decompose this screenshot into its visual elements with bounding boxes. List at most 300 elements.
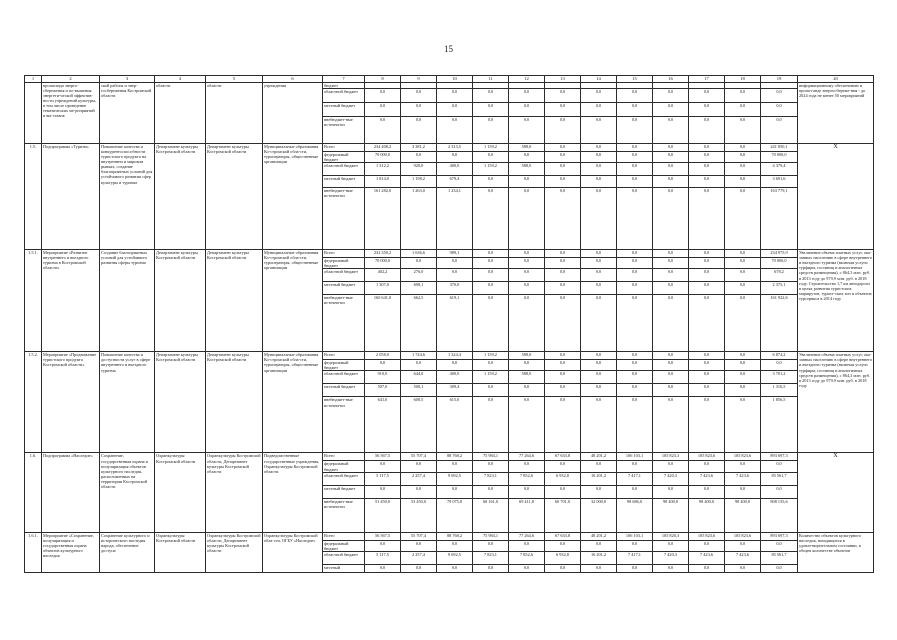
budget-value: 0,0 — [761, 461, 798, 472]
budget-value: 0,0 — [761, 564, 798, 572]
budget-value: 0,0 — [761, 360, 798, 371]
cell-c5: Охранкультуры Костромской области, Департамент культуры Костромской области — [206, 453, 263, 532]
cell-c6: Охранкультуры Костромской обла-сти, ОГБУ «Наследие» — [263, 532, 323, 572]
budget-value: 0,0 — [473, 564, 509, 572]
budget-value: 0,0 — [689, 461, 725, 472]
budget-value: 0,0 — [473, 384, 509, 397]
budget-value: 910,0 — [365, 371, 401, 384]
budget-value: 0,0 — [473, 250, 509, 258]
budget-value: 0,0 — [545, 461, 581, 472]
budget-value: 0,0 — [473, 540, 509, 551]
budget-value: 309,4 — [437, 384, 473, 397]
budget-value: 0,0 — [689, 258, 725, 269]
budget-value: 0,0 — [545, 540, 581, 551]
budget-value: 0,0 — [509, 250, 545, 258]
cell-c3: Повышение качества и конкурентоспособности туристского продукта на внутреннем и мировом рынках, создание благоприятных условий для устойчивого развития сфер культуры и туризма — [100, 144, 155, 250]
budget-value: 105 823,6 — [725, 453, 761, 461]
budget-value: 5 117,5 — [365, 472, 401, 485]
budget-value: 0,0 — [545, 89, 581, 103]
budget-value: 0,0 — [653, 269, 689, 282]
funding-source: областной бюджет — [323, 472, 365, 485]
budget-value: 75 984,1 — [473, 453, 509, 461]
budget-value: 0,0 — [509, 485, 545, 498]
budget-value: 105 823,6 — [689, 532, 725, 540]
budget-value: 588,0 — [509, 163, 545, 176]
budget-value: 0,0 — [401, 485, 437, 498]
budget-value: 662,5 — [401, 295, 437, 352]
cell-c3: Сохранение, государственная охрана и популяризация объектов культурного наследия, расположенных на территории Костромской области — [100, 453, 155, 532]
budget-value: 48 201,2 — [581, 453, 617, 461]
budget-value: 0,0 — [617, 103, 653, 117]
cell-c6: Муниципальные образования Ко-стромской обла-сти, туроператоры, общественные организации — [263, 144, 323, 250]
budget-value: 70 000,0 — [761, 258, 798, 269]
budget-value: 0,0 — [689, 564, 725, 572]
budget-value: 0,0 — [581, 250, 617, 258]
column-number: 1 — [25, 76, 42, 83]
budget-value: 0,0 — [617, 384, 653, 397]
budget-value: 2 375,1 — [761, 282, 798, 295]
budget-value: 85 561,7 — [761, 551, 798, 564]
budget-value: 161 922,6 — [761, 295, 798, 352]
column-number: 20 — [798, 76, 874, 83]
budget-value: 0,0 — [509, 461, 545, 472]
cell-c1: 1.5.2. — [25, 352, 42, 453]
budget-value: 893 697,3 — [761, 532, 798, 540]
funding-source: областной бюджет — [323, 89, 365, 103]
budget-value: 0,0 — [617, 176, 653, 188]
budget-value: 0,0 — [545, 103, 581, 117]
cell-c1: 1.6.1. — [25, 532, 42, 572]
funding-source: местный бюджет — [323, 485, 365, 498]
column-number: 10 — [437, 76, 473, 83]
budget-value: 1 324,4 — [437, 352, 473, 360]
budget-value: 0,0 — [617, 371, 653, 384]
budget-value: 0,0 — [509, 384, 545, 397]
budget-value: 808 135,6 — [761, 498, 798, 532]
cell-c2: Подпрограмма «Наследие» — [42, 453, 100, 532]
budget-value: 0,0 — [725, 188, 761, 250]
budget-value: 55 707,4 — [401, 532, 437, 540]
budget-value: 0,0 — [725, 371, 761, 384]
budget-value: 0,0 — [365, 564, 401, 572]
budget-value: 644,0 — [401, 371, 437, 384]
cell-c6: Подведомственные государственные учреждения, Охранкультуры Костромской области — [263, 453, 323, 532]
budget-value: 77 264,6 — [509, 532, 545, 540]
budget-value: 0,0 — [365, 89, 401, 103]
funding-source: внебюджет-ные источни-ки — [323, 498, 365, 532]
budget-value: 400,0 — [437, 371, 473, 384]
budget-value: 0,0 — [545, 250, 581, 258]
budget-value: 0,0 — [437, 269, 473, 282]
budget-value: 0,0 — [473, 117, 509, 144]
budget-value: 0,0 — [653, 540, 689, 551]
budget-value: 0,0 — [545, 269, 581, 282]
budget-value: 0,0 — [545, 295, 581, 352]
budget-value: 0,0 — [545, 152, 581, 163]
budget-value: 0,0 — [617, 397, 653, 453]
budget-value: 0,0 — [725, 384, 761, 397]
budget-value: 0,0 — [725, 282, 761, 295]
budget-value: 98 400,0 — [689, 498, 725, 532]
budget-value: 0,0 — [725, 144, 761, 152]
budget-value: 234 975,9 — [761, 250, 798, 258]
column-number: 12 — [509, 76, 545, 83]
budget-value: 500,1 — [401, 384, 437, 397]
budget-value: 0,0 — [365, 117, 401, 144]
budget-value: 0,0 — [401, 89, 437, 103]
budget-value: 0,0 — [581, 117, 617, 144]
budget-value: 0,0 — [617, 188, 653, 250]
budget-value: 0,0 — [509, 258, 545, 269]
budget-value: 588,0 — [509, 144, 545, 152]
column-number: 15 — [617, 76, 653, 83]
budget-value: 0,0 — [509, 564, 545, 572]
budget-value: 619,1 — [437, 295, 473, 352]
budget-value: 0,0 — [617, 117, 653, 144]
table-row — [25, 453, 874, 461]
budget-value: 0,0 — [401, 258, 437, 269]
budget-value: 0,0 — [653, 250, 689, 258]
budget-value: 67 633,8 — [545, 453, 581, 461]
budget-value: 0,0 — [473, 295, 509, 352]
table-row — [25, 250, 874, 258]
budget-value: 0,0 — [653, 384, 689, 397]
budget-value: 0,0 — [653, 152, 689, 163]
budget-value: 9 692,5 — [437, 551, 473, 564]
budget-value: 276,0 — [401, 269, 437, 282]
budget-value: 51 450,0 — [365, 498, 401, 532]
budget-value: 0,0 — [545, 188, 581, 250]
budget-value: 0,0 — [581, 269, 617, 282]
budget-value: 0,0 — [617, 152, 653, 163]
budget-value: 0,0 — [545, 258, 581, 269]
column-number: 6 — [263, 76, 323, 83]
budget-value: 75 984,1 — [473, 532, 509, 540]
budget-value: 1 234,1 — [437, 188, 473, 250]
cell-c2: Мероприятие «Продвижение туристского продукта Костромской области» — [42, 352, 100, 453]
budget-value: 0,0 — [653, 360, 689, 371]
funding-source: федеральный бюджет — [323, 360, 365, 371]
cell-c5: Охранкультуры Костромской области, Департамент культуры Костромской области — [206, 532, 263, 572]
budget-value: 77 264,6 — [509, 453, 545, 461]
budget-value: 2 313,5 — [437, 144, 473, 152]
cell-c1: 1.6. — [25, 453, 42, 532]
funding-source: областной бюджет — [323, 371, 365, 384]
column-number: 4 — [155, 76, 206, 83]
result-description: информационному обеспечению и пропа-ганде энергосбереже-ния - до 2024 года не менее 50 мероприятий — [798, 83, 874, 144]
budget-value: 2 058,0 — [365, 352, 401, 360]
funding-source: местный бюджет — [323, 282, 365, 295]
budget-value: 106 103,1 — [617, 532, 653, 540]
budget-value: 0,0 — [545, 360, 581, 371]
cell-c3: Повышение качества и доступности услуг в сфере внутреннего и въездного туризма — [100, 352, 155, 453]
budget-value: 0,0 — [401, 117, 437, 144]
budget-value: 893 697,3 — [761, 453, 798, 461]
budget-value: 0,0 — [725, 250, 761, 258]
budget-value: 0,0 — [581, 295, 617, 352]
column-number: 18 — [725, 76, 761, 83]
budget-value: 370,0 — [437, 282, 473, 295]
budget-value: 0,0 — [689, 282, 725, 295]
budget-value: 0,0 — [473, 485, 509, 498]
budget-value: 1 856,5 — [761, 397, 798, 453]
budget-value: 1 636,6 — [401, 250, 437, 258]
budget-value: 0,0 — [581, 461, 617, 472]
budget-value: 0,0 — [545, 485, 581, 498]
cell-c3: Сохранение культурного и исторического наследия народа, обеспечение доступа — [100, 532, 155, 572]
cell-c2: Мероприятие «Развитие внутреннего и въездного туризма в Костромской области» — [42, 250, 100, 352]
funding-source: внебюджет-ные источни-ки — [323, 117, 365, 144]
budget-value: 0,0 — [437, 564, 473, 572]
budget-value: 0,0 — [653, 485, 689, 498]
budget-value: 241 850,1 — [761, 144, 798, 152]
funding-source: Всего — [323, 250, 365, 258]
budget-value: 0,0 — [581, 384, 617, 397]
budget-value: 2 257,4 — [401, 472, 437, 485]
budget-value: 0,0 — [689, 152, 725, 163]
budget-value: 0,0 — [689, 384, 725, 397]
budget-value: 0,0 — [617, 144, 653, 152]
budget-value: 0,0 — [365, 485, 401, 498]
budget-value: 0,0 — [509, 397, 545, 453]
budget-value: 1 316,5 — [761, 384, 798, 397]
budget-value: 0,0 — [653, 352, 689, 360]
budget-value: 0,0 — [473, 103, 509, 117]
budget-value: 0,0 — [617, 258, 653, 269]
cell-c5: Департамент культуры Костромской области — [206, 352, 263, 453]
funding-source: местный — [323, 564, 365, 572]
budget-value: 0,0 — [725, 564, 761, 572]
column-number: 9 — [401, 76, 437, 83]
column-number: 14 — [581, 76, 617, 83]
budget-value: 0,0 — [437, 485, 473, 498]
budget-value: 0,0 — [545, 163, 581, 176]
cell-c6: Муниципальные образования Ко-стромской обла-сти, туроператоры, общественные организации — [263, 250, 323, 352]
budget-value: 678,2 — [761, 269, 798, 282]
budget-value: 0,0 — [617, 461, 653, 472]
budget-value: 0,0 — [617, 295, 653, 352]
budget-value: 0,0 — [689, 117, 725, 144]
budget-value: 0,0 — [653, 89, 689, 103]
budget-value: 0,0 — [725, 461, 761, 472]
budget-value: 0,0 — [401, 360, 437, 371]
budget-value: 98 400,0 — [725, 498, 761, 532]
cell-c5: Департамент культуры Костромской области — [206, 250, 263, 352]
budget-value: 0,0 — [725, 176, 761, 188]
budget-value: 0,0 — [689, 188, 725, 250]
column-number-row — [25, 76, 874, 83]
budget-value: 0,0 — [581, 282, 617, 295]
column-number: 5 — [206, 76, 263, 83]
budget-value: 0,0 — [365, 461, 401, 472]
funding-source: внебюджет-ные источни-ки — [323, 295, 365, 352]
budget-value: 0,0 — [509, 360, 545, 371]
budget-value: 0,0 — [545, 384, 581, 397]
budget-value: 6 874,2 — [761, 352, 798, 360]
result-description: Увеличение объема платных услуг, ока-занных населению в сфере внутреннего и въездного туризма (включая услуги турфирм, гостиниц и аналогичных средств размещения), с 864,3 млн. руб. в 2013 году до 979,9 млн. руб. в 2018 году — [798, 352, 874, 453]
budget-value: 0,0 — [725, 352, 761, 360]
budget-value: 0,0 — [545, 176, 581, 188]
funding-source: федеральный бюджет — [323, 152, 365, 163]
budget-value: 600,5 — [401, 397, 437, 453]
budget-value: 7 423,6 — [689, 551, 725, 564]
cell-c4: Департамент культуры Костромской области — [155, 144, 206, 250]
cell-c1: 1.5. — [25, 144, 42, 250]
budget-value: 7 423,6 — [689, 472, 725, 485]
funding-source: федеральный бюджет — [323, 461, 365, 472]
budget-value: 105 823,6 — [725, 532, 761, 540]
budget-value: 0,0 — [545, 352, 581, 360]
budget-value: 0,0 — [761, 89, 798, 103]
budget-value: 0,0 — [473, 258, 509, 269]
budget-value: 0,0 — [653, 188, 689, 250]
budget-value: 0,0 — [581, 152, 617, 163]
budget-value: 1 159,2 — [473, 352, 509, 360]
budget-value: 0,0 — [581, 371, 617, 384]
budget-value: 0,0 — [581, 540, 617, 551]
budget-value: 48 201,2 — [581, 532, 617, 540]
budget-value: 0,0 — [725, 485, 761, 498]
budget-value: 7 852,6 — [509, 551, 545, 564]
budget-value: 0,0 — [689, 250, 725, 258]
budget-value: 5 117,5 — [365, 551, 401, 564]
budget-value: 0,0 — [653, 103, 689, 117]
budget-value: 679,4 — [437, 176, 473, 188]
budget-value: 0,0 — [545, 117, 581, 144]
budget-value: 0,0 — [437, 461, 473, 472]
budget-value: 0,0 — [761, 103, 798, 117]
budget-value: 1 159,2 — [473, 144, 509, 152]
budget-value: 0,0 — [545, 397, 581, 453]
funding-source: областной бюджет — [323, 551, 365, 564]
budget-value: 53 450,0 — [401, 498, 437, 532]
budget-value: 0,0 — [689, 144, 725, 152]
budget-value: 0,0 — [725, 360, 761, 371]
budget-value: 0,0 — [689, 269, 725, 282]
column-number: 19 — [761, 76, 798, 83]
budget-value: 0,0 — [581, 564, 617, 572]
budget-value: 6 932,8 — [545, 551, 581, 564]
page-number: 15 — [444, 44, 453, 54]
budget-value: 1 814,0 — [365, 176, 401, 188]
cell-c2: Мероприятие «Сохранение, популяризация и государственная охрана объектов культурного наследия — [42, 532, 100, 572]
funding-source: внебюджет-ные источни-ки — [323, 397, 365, 453]
budget-value: 3 701,2 — [761, 371, 798, 384]
budget-value: 0,0 — [509, 282, 545, 295]
result-description: X — [798, 453, 874, 532]
cell-c6: Муниципальные образования Ко-стромской обла-сти, туроператоры, общественные организации — [263, 352, 323, 453]
cell-c2: Подпрограмма «Туризм» — [42, 144, 100, 250]
budget-value: 0,0 — [725, 89, 761, 103]
budget-value: 507,0 — [365, 384, 401, 397]
budget-value: 0,0 — [581, 188, 617, 250]
budget-value: 0,0 — [617, 269, 653, 282]
budget-value: 0,0 — [653, 176, 689, 188]
budget-value: 920,0 — [401, 163, 437, 176]
budget-value: 0,0 — [617, 485, 653, 498]
budget-value: 0,0 — [653, 371, 689, 384]
cell-c2: пропаганда энерго-сбережения и по-вышения энергети-ческой эффектив-ности учреждений культуры, в том числе проведение тематических ме-роприятий и вы-ставок — [42, 83, 100, 144]
budget-value: 163 779,1 — [761, 188, 798, 250]
budget-value: 0,0 — [473, 89, 509, 103]
budget-value: 698,1 — [401, 282, 437, 295]
budget-value: 1 307,0 — [365, 282, 401, 295]
budget-value: 0,0 — [653, 117, 689, 144]
funding-source: Всего — [323, 144, 365, 152]
budget-value: 0,0 — [437, 103, 473, 117]
budget-value: 105 823,6 — [689, 453, 725, 461]
budget-value: 615,0 — [437, 397, 473, 453]
budget-value: 232 350,2 — [365, 250, 401, 258]
budget-value: 1 263,0 — [401, 188, 437, 250]
budget-value: 0,0 — [509, 295, 545, 352]
budget-value: 7 852,6 — [509, 472, 545, 485]
budget-value: 0,0 — [653, 564, 689, 572]
budget-value: 0,0 — [653, 282, 689, 295]
budget-value: 7 423,6 — [725, 551, 761, 564]
budget-value: 0,0 — [653, 163, 689, 176]
budget-value: 0,0 — [581, 485, 617, 498]
budget-value: 68 161,0 — [473, 498, 509, 532]
funding-source: федеральный бюджет — [323, 258, 365, 269]
budget-value: 0,0 — [401, 152, 437, 163]
budget-value: 0,0 — [617, 282, 653, 295]
budget-value: 4 379,4 — [761, 163, 798, 176]
budget-value: 0,0 — [689, 360, 725, 371]
budget-value: 0,0 — [725, 540, 761, 551]
budget-value: 0,0 — [437, 540, 473, 551]
budget-value: 0,0 — [653, 258, 689, 269]
budget-value: 0,0 — [689, 176, 725, 188]
budget-value: 0,0 — [437, 152, 473, 163]
budget-value: 9 692,5 — [437, 472, 473, 485]
column-number: 17 — [689, 76, 725, 83]
budget-value: 7 823,1 — [473, 551, 509, 564]
column-number: 13 — [545, 76, 581, 83]
budget-value: 0,0 — [545, 371, 581, 384]
result-description: Количество объектов культурного наследия, находящихся в удовлетворительном состоянии, в общем количестве объектов — [798, 532, 874, 572]
budget-table — [24, 75, 874, 573]
budget-value: 0,0 — [581, 397, 617, 453]
budget-value: 0,0 — [761, 540, 798, 551]
budget-value: 0,0 — [401, 564, 437, 572]
budget-value: 88 768,2 — [437, 453, 473, 461]
budget-value: 0,0 — [581, 163, 617, 176]
budget-value: 588,0 — [509, 352, 545, 360]
budget-value: 0,0 — [653, 295, 689, 352]
budget-value: 0,0 — [581, 352, 617, 360]
budget-value: 2 257,4 — [401, 551, 437, 564]
budget-value: 0,0 — [473, 397, 509, 453]
budget-value: 0,0 — [653, 144, 689, 152]
budget-value: 0,0 — [725, 258, 761, 269]
budget-value: 98 400,0 — [653, 498, 689, 532]
budget-value: 989,1 — [437, 250, 473, 258]
budget-value: 16 201,2 — [581, 551, 617, 564]
budget-value: 0,0 — [617, 163, 653, 176]
budget-value: 0,0 — [473, 269, 509, 282]
budget-value: 0,0 — [545, 282, 581, 295]
budget-value: 0,0 — [761, 485, 798, 498]
budget-value: 0,0 — [581, 360, 617, 371]
budget-value: 0,0 — [437, 258, 473, 269]
budget-value: 0,0 — [653, 397, 689, 453]
budget-value: 0,0 — [689, 163, 725, 176]
budget-value: 32 000,0 — [581, 498, 617, 532]
budget-value: 7 420,3 — [653, 551, 689, 564]
budget-value: 0,0 — [473, 176, 509, 188]
budget-value: 0,0 — [509, 188, 545, 250]
